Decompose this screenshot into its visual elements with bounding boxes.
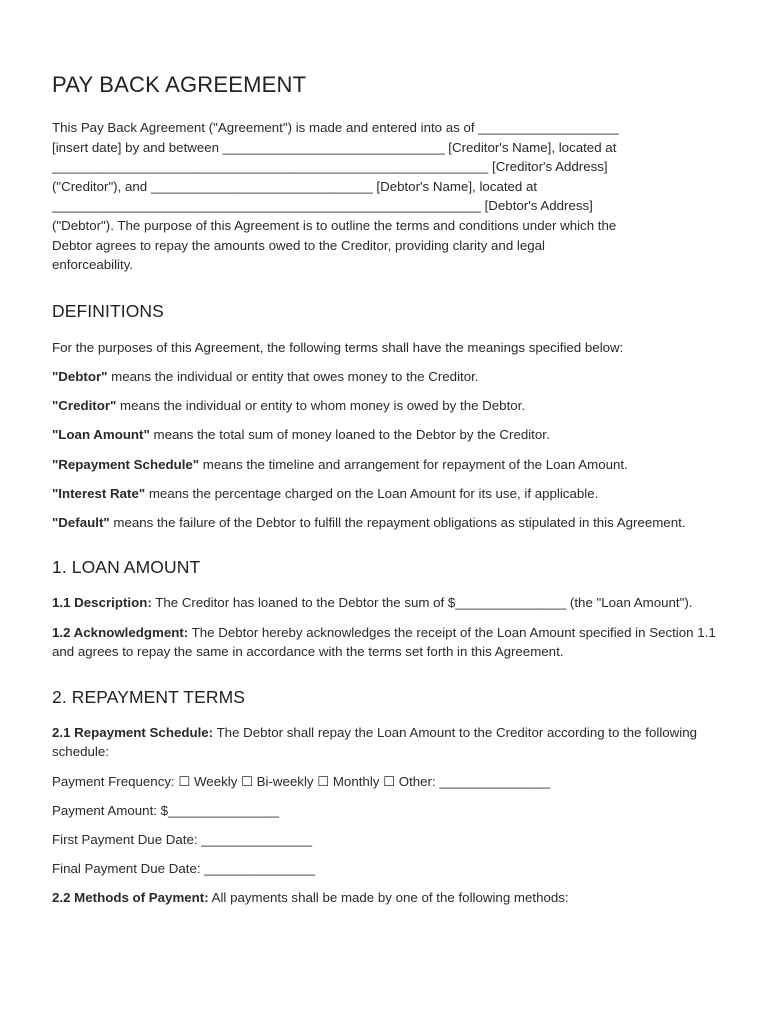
intro-line: __________________________________________________________ [Debtor's Address] <box>52 198 593 214</box>
clause-item <box>52 623 730 662</box>
clause-text: The Debtor hereby acknowledges the receipt of the Loan Amount specified in Section 1.1 and agrees to repay the same in accordance with the terms set forth in this Agreement. <box>52 624 716 660</box>
intro-line: ("Creditor"), and ______________________________ [Debtor's Name], located at <box>52 178 538 194</box>
definition-term: "Creditor" <box>52 398 117 414</box>
intro-line: enforceability. <box>52 257 134 273</box>
clause-label: 1.1 Description: <box>52 595 152 611</box>
definition-item <box>52 367 730 387</box>
clause-item <box>52 723 730 762</box>
clause-text: The Debtor shall repay the Loan Amount to the Creditor according to the following schedule: <box>52 724 698 760</box>
definition-term: "Default" <box>52 514 110 530</box>
definition-text: means the individual or entity that owes money to the Creditor. <box>107 368 479 384</box>
definition-item <box>52 484 730 504</box>
loan-amount-heading: 1. LOAN AMOUNT <box>52 557 201 578</box>
definition-term: "Repayment Schedule" <box>52 456 200 472</box>
payment-frequency-field: Payment Frequency: ☐ Weekly ☐ Bi-weekly ☐ Monthly ☐ Other: _______________ <box>52 773 551 789</box>
definition-text: means the timeline and arrangement for repayment of the Loan Amount. <box>199 456 628 472</box>
definition-term: "Debtor" <box>52 368 108 384</box>
clause-text: All payments shall be made by one of the following methods: <box>208 890 569 906</box>
intro-line: ("Debtor"). The purpose of this Agreement is to outline the terms and conditions under which the <box>52 217 617 233</box>
clause-label: 1.2 Acknowledgment: <box>52 624 189 640</box>
definition-item <box>52 513 730 533</box>
intro-line: [insert date] by and between ______________________________ [Creditor's Name], located at <box>52 139 617 155</box>
definition-item <box>52 425 730 445</box>
definition-item <box>52 455 730 475</box>
intro-line: This Pay Back Agreement ("Agreement") is made and entered into as of ___________________ <box>52 120 619 135</box>
definition-text: means the individual or entity to whom money is owed by the Debtor. <box>116 398 526 414</box>
final-payment-due-date-field: Final Payment Due Date: _______________ <box>52 861 316 877</box>
definition-text: means the total sum of money loaned to the Debtor by the Creditor. <box>149 427 550 443</box>
clause-label: 2.2 Methods of Payment: <box>52 890 209 906</box>
payment-amount-field: Payment Amount: $_______________ <box>52 802 279 818</box>
intro-line: Debtor agrees to repay the amounts owed to the Creditor, providing clarity and legal <box>52 237 546 253</box>
clause-text: The Creditor has loaned to the Debtor the sum of $_______________ (the "Loan Amount"). <box>151 595 693 611</box>
definition-text: means the percentage charged on the Loan Amount for its use, if applicable. <box>145 485 599 501</box>
first-payment-due-date-field: First Payment Due Date: _______________ <box>52 832 313 847</box>
definitions-heading: DEFINITIONS <box>52 300 164 321</box>
intro-paragraph <box>52 118 730 275</box>
document-title: PAY BACK AGREEMENT <box>52 72 307 97</box>
definition-term: "Loan Amount" <box>52 427 150 443</box>
definition-item <box>52 396 730 416</box>
definition-text: means the failure of the Debtor to fulfill the repayment obligations as stipulated in this Agreement. <box>109 514 686 530</box>
clause-item <box>52 888 730 908</box>
repayment-terms-heading: 2. REPAYMENT TERMS <box>52 686 246 707</box>
clause-label: 2.1 Repayment Schedule: <box>52 724 214 740</box>
clause-item <box>52 593 730 613</box>
definitions-lead: For the purposes of this Agreement, the following terms shall have the meanings specified below: <box>52 339 624 355</box>
intro-line: ___________________________________________________________ [Creditor's Address] <box>52 159 608 175</box>
definition-term: "Interest Rate" <box>52 485 146 501</box>
